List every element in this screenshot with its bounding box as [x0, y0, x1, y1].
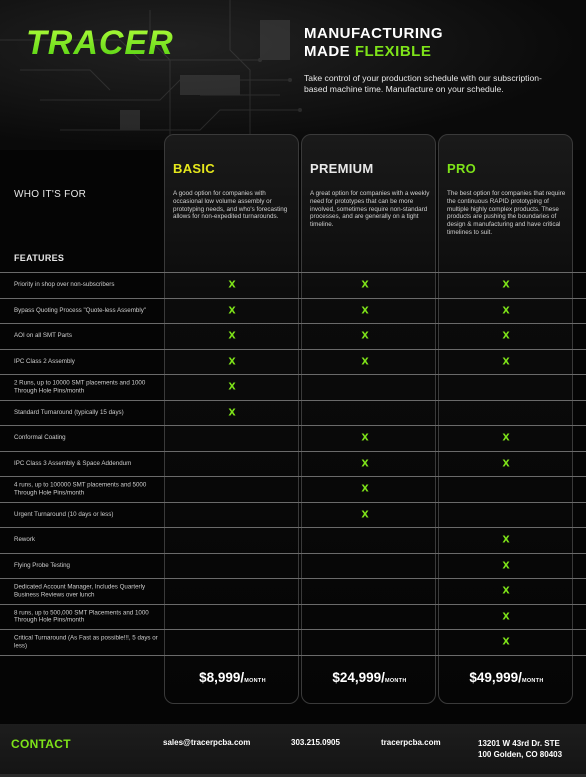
check-mark-icon: X	[502, 560, 510, 572]
hero-title	[304, 25, 443, 61]
feature-label: Bypass Quoting Process "Quote-less Assembly"	[14, 306, 146, 314]
hero-title-prefix: MADE	[304, 43, 355, 60]
hero-title-accent: FLEXIBLE	[354, 43, 432, 60]
who-its-for-label: WHO IT'S FOR	[14, 189, 87, 200]
check-mark-icon: X	[502, 432, 510, 444]
check-mark-icon: X	[361, 305, 369, 317]
contact-phone[interactable]: 303.215.0905	[291, 738, 340, 747]
check-mark-icon: X	[502, 330, 510, 342]
feature-label: IPC Class 2 Assembly	[14, 357, 75, 365]
feature-label: Standard Turnaround (typically 15 days)	[14, 408, 124, 416]
hero-banner	[0, 0, 586, 150]
feature-label: Critical Turnaround (As Fast as possible!!!, 5 days or less)	[14, 634, 158, 650]
price-period: MONTH	[384, 678, 407, 684]
check-mark-icon: X	[361, 279, 369, 291]
feature-label: 2 Runs, up to 10000 SMT placements and 1000 Through Hole Pins/month	[14, 379, 146, 395]
tracer-logo	[24, 24, 174, 60]
plan-price-premium	[302, 670, 437, 685]
feature-row	[0, 527, 586, 553]
check-mark-icon: X	[502, 356, 510, 368]
feature-row	[0, 400, 586, 426]
check-mark-icon: X	[228, 305, 236, 317]
contact-title: CONTACT	[11, 737, 71, 751]
price-amount: $8,999/	[199, 670, 245, 685]
hero-title-line2	[304, 43, 443, 61]
check-mark-icon: X	[361, 330, 369, 342]
feature-row	[0, 349, 586, 375]
check-mark-icon: X	[228, 407, 236, 419]
plan-price-basic	[165, 670, 300, 685]
feature-row	[0, 476, 586, 502]
feature-label: Dedicated Account Manager, Includes Quarterly Business Reviews over lunch	[14, 583, 146, 599]
feature-label: AOI on all SMT Parts	[14, 332, 72, 340]
price-amount: $49,999/	[469, 670, 522, 685]
price-amount: $24,999/	[332, 670, 385, 685]
feature-row	[0, 604, 586, 630]
contact-address	[478, 738, 562, 760]
feature-label: 8 runs, up to 500,000 SMT Placements and 1000 Through Hole Pins/month	[14, 609, 149, 624]
contact-footer	[0, 724, 586, 777]
check-mark-icon: X	[502, 305, 510, 317]
plan-name-pro: PRO	[447, 161, 477, 176]
check-mark-icon: X	[361, 509, 369, 521]
feature-row	[0, 272, 586, 298]
logo-text: TRACER	[26, 24, 174, 60]
check-mark-icon: X	[502, 279, 510, 291]
check-mark-icon: X	[361, 458, 369, 470]
feature-label: Flying Probe Testing	[14, 561, 70, 569]
feature-label: 4 runs, up to 100000 SMT placements and 5000 Through Hole Pins/month	[14, 481, 147, 497]
feature-row	[0, 629, 586, 655]
check-mark-icon: X	[361, 432, 369, 444]
feature-row	[0, 502, 586, 528]
address-line1: 13201 W 43rd Dr. STE	[478, 739, 560, 748]
check-mark-icon: X	[228, 279, 236, 291]
check-mark-icon: X	[502, 585, 510, 597]
check-mark-icon: X	[502, 611, 510, 623]
check-mark-icon: X	[502, 636, 510, 648]
plan-price-pro	[439, 670, 574, 685]
feature-row	[0, 298, 586, 324]
feature-row	[0, 553, 586, 579]
feature-row	[0, 578, 586, 604]
feature-row	[0, 451, 586, 477]
feature-label: Rework	[14, 536, 35, 544]
feature-label: Conformal Coating	[14, 434, 66, 442]
plan-description-premium: A great option for companies with a weekly need for prototypes that can be more involved, sometimes require non-standard processes, and are generally on a tight timeline.	[310, 190, 430, 229]
plan-description-pro: The best option for companies that require the continuous RAPID prototyping of multiple highly complex products. These products are pushing the boundaries of design & manufacturing and have critical timelines to suit.	[447, 190, 566, 236]
contact-website-link[interactable]: tracerpcba.com	[381, 738, 441, 747]
price-period: MONTH	[244, 678, 266, 684]
feature-row	[0, 323, 586, 349]
feature-row	[0, 425, 586, 451]
price-period: MONTH	[521, 678, 544, 684]
features-label: FEATURES	[14, 253, 65, 263]
feature-label: Urgent Turnaround (10 days or less)	[14, 510, 114, 518]
check-mark-icon: X	[228, 381, 236, 393]
feature-label: Priority in shop over non-subscribers	[14, 281, 115, 289]
check-mark-icon: X	[361, 356, 369, 368]
check-mark-icon: X	[502, 534, 510, 546]
feature-label: IPC Class 3 Assembly & Space Addendum	[14, 459, 132, 467]
contact-email-link[interactable]: sales@tracerpcba.com	[163, 738, 251, 747]
check-mark-icon: X	[228, 356, 236, 368]
plan-description-basic: A good option for companies with occasional low volume assembly or prototyping needs, and who's forecasting allows for non-expedited turnarounds.	[173, 190, 288, 221]
check-mark-icon: X	[228, 330, 236, 342]
address-line2: 100 Golden, CO 80403	[478, 750, 563, 759]
table-bottom-divider	[0, 655, 586, 656]
check-mark-icon: X	[502, 458, 510, 470]
plan-name-basic: BASIC	[173, 161, 215, 176]
plan-name-premium: PREMIUM	[310, 161, 374, 176]
hero-subtitle: Take control of your production schedule with our subscription-based machine time. Manufacture on your schedule.	[304, 73, 542, 94]
feature-row	[0, 374, 586, 400]
check-mark-icon: X	[361, 483, 369, 495]
hero-title-line1: MANUFACTURING	[304, 25, 443, 42]
